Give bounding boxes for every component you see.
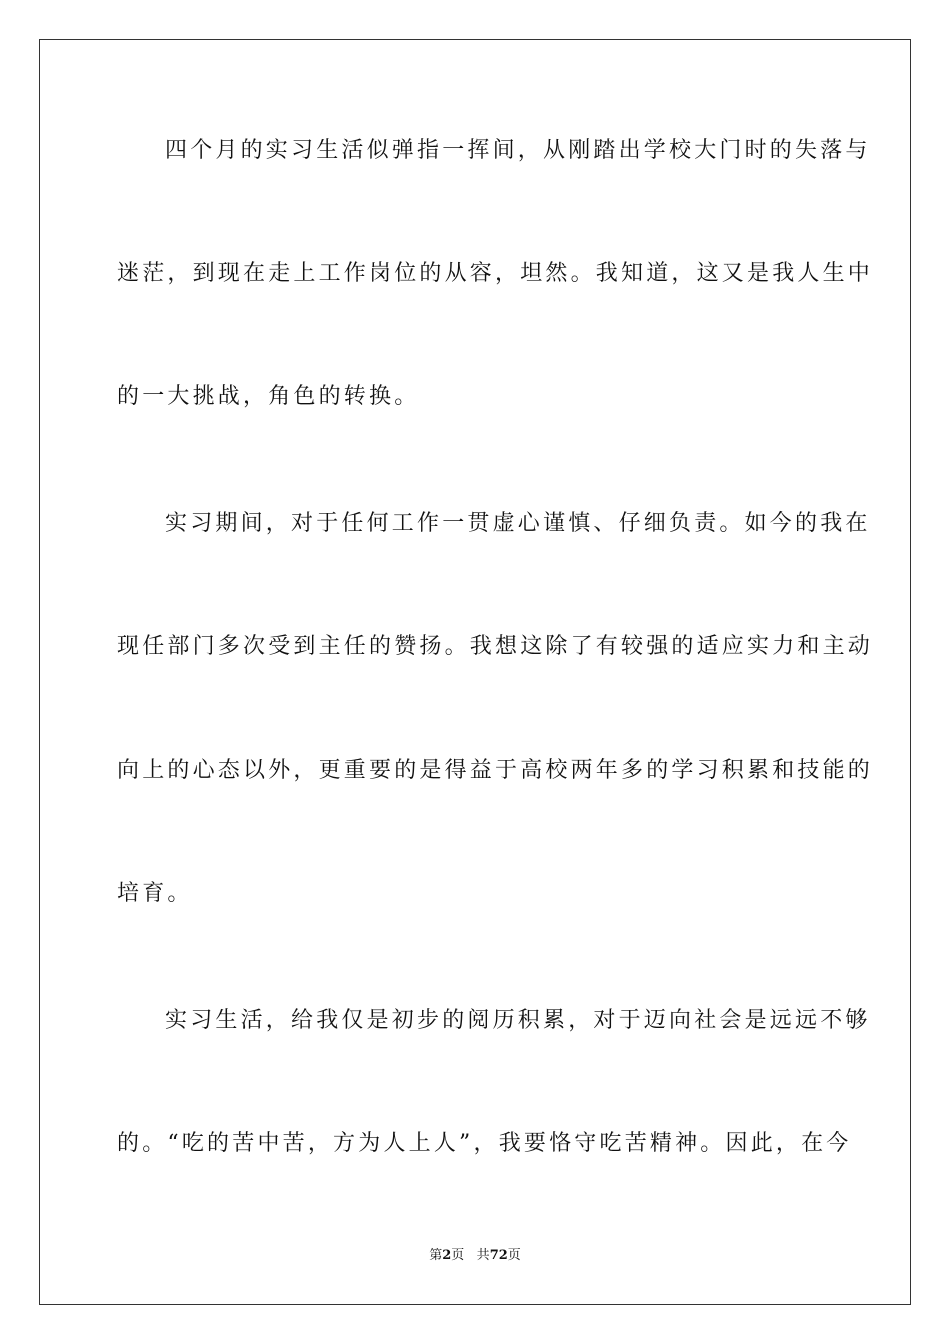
paragraph-2-line-3: 向上的心态以外，更重要的是得益于高校两年多的学习积累和技能的 [117,758,874,783]
paragraph-1-line-2: 迷茫，到现在走上工作岗位的从容，坦然。我知道，这又是我人生中 [117,261,874,286]
footer-total-prefix: 共 [476,1248,490,1263]
paragraph-2-line-4: 培育。 [117,881,193,906]
paragraph-3-line-2: 的。“吃的苦中苦，方为人上人”，我要恪守吃苦精神。因此，在今 [117,1131,852,1156]
footer-page-number: 2 [442,1248,452,1263]
paragraph-3-line-1: 实习生活，给我仅是初步的阅历积累，对于迈向社会是远远不够 [165,1008,871,1033]
page-border [39,39,911,1305]
paragraph-2-line-2: 现任部门多次受到主任的赞扬。我想这除了有较强的适应实力和主动 [117,634,874,659]
paragraph-1-line-3: 的一大挑战，角色的转换。 [117,384,420,409]
footer-total-pages: 72 [489,1248,508,1263]
footer-page-prefix: 第 [429,1248,443,1263]
page-footer [0,1247,950,1265]
footer-page-suffix: 页 [451,1248,465,1263]
paragraph-2-line-1: 实习期间，对于任何工作一贯虚心谨慎、仔细负责。如今的我在 [165,511,871,536]
footer-total-suffix: 页 [507,1248,521,1263]
paragraph-1-line-1: 四个月的实习生活似弹指一挥间，从刚踏出学校大门时的失落与 [165,138,871,163]
